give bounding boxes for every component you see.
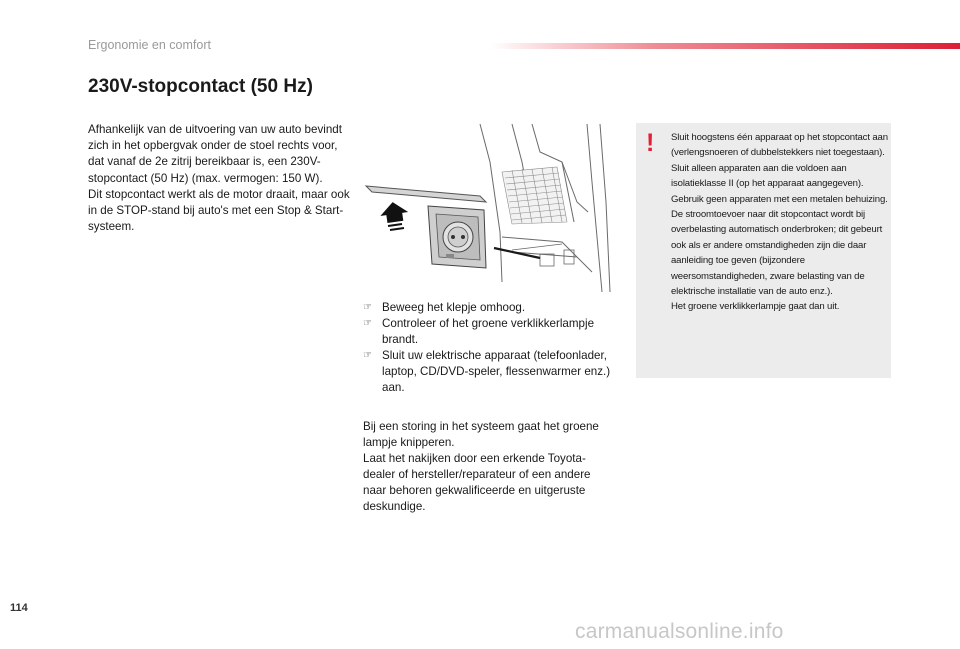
fault-paragraph: Laat het nakijken door een erkende Toyota-dealer of hersteller/reparateur of een andere naar behoren gekwalificeerde en uitgeruste deskundige. [363,452,591,513]
header-accent-bar [490,43,960,49]
list-item [363,316,613,348]
step-list [363,300,613,396]
socket-illustration [362,122,612,294]
list-item [363,300,613,316]
warning-text [671,130,888,315]
intro-paragraph: Dit stopcontact werkt als de motor draait, maar ook in de STOP-stand bij auto's met een Stop & Start-systeem. [88,187,350,234]
step-text: Sluit uw elektrische apparaat (telefoonlader, laptop, CD/DVD-speler, flessenwarmer enz.) aan. [382,349,611,394]
warning-paragraph: Gebruik geen apparaten met een metalen behuizing. [671,193,888,205]
watermark: carmanualsonline.info [575,620,784,643]
intro-paragraph: Afhankelijk van de uitvoering van uw auto bevindt zich in het opbergvak onder de stoel rechts voor, dat vanaf de 2e zitrij bereikbaar is, een 230V-stopcontact (50 Hz) (max. vermogen: 150 W). [88,123,342,185]
warning-paragraph: De stroomtoevoer naar dit stopcontact wordt bij overbelasting automatisch onderbroken; dit gebeurt ook als er andere omstandigheden zijn die daar aanleiding toe geven (bijzondere weersomstandigheden, zware belasting van de elektrische installatie van de auto enz.). [671,209,883,298]
pointing-hand-icon: ☞ [363,302,372,313]
fault-paragraph: Bij een storing in het systeem gaat het groene lampje knipperen. [363,420,599,449]
page-number: 114 [10,602,28,614]
step-text: Beweeg het klepje omhoog. [382,301,526,314]
intro-text [88,122,350,235]
pointing-hand-icon: ☞ [363,318,372,329]
pointing-hand-icon: ☞ [363,350,372,361]
warning-exclamation-icon: ! [646,129,655,157]
fault-text [363,419,609,515]
page-title: 230V-stopcontact (50 Hz) [88,76,313,97]
list-item [363,348,613,396]
warning-box [636,123,891,378]
section-header: Ergonomie en comfort [88,38,211,52]
warning-paragraph: Sluit alleen apparaten aan die voldoen aan isolatieklasse II (op het apparaat aangegeven). [671,162,864,190]
step-text: Controleer of het groene verklikkerlampje brandt. [382,317,595,346]
warning-paragraph: Het groene verklikkerlampje gaat dan uit. [671,301,840,313]
warning-paragraph: Sluit hoogstens één apparaat op het stopcontact aan (verlengsnoeren of dubbelstekkers niet toegestaan). [671,132,888,159]
socket-illustration-drawing [362,122,612,294]
